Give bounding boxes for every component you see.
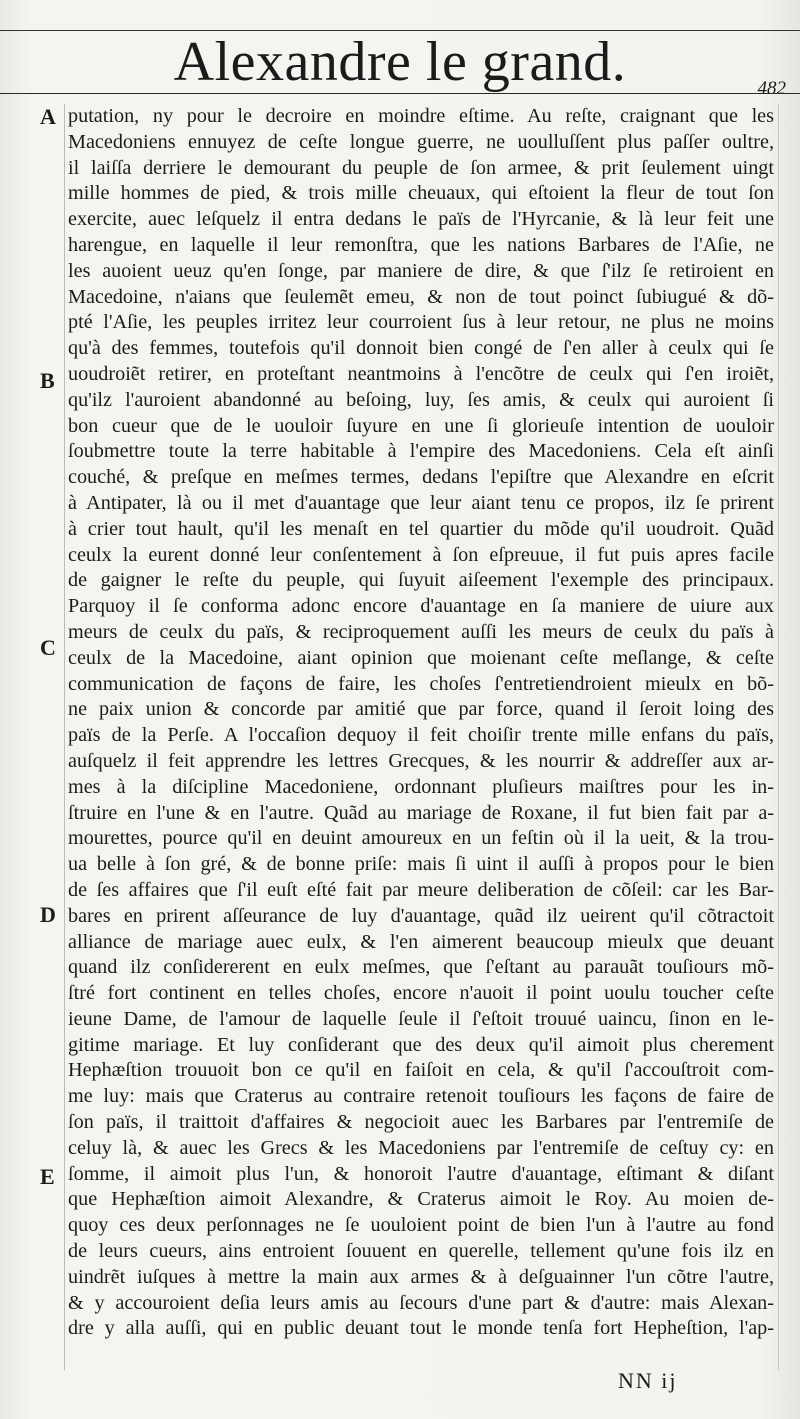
text-line: Macedoine, n'aians que ſeulemẽt emeu, & non de tout poinct ſubiugué & dõ-	[68, 285, 774, 308]
text-line: auſquelz il feit apprendre les lettres Grecques, & les nourrir & addreſſer aux ar-	[68, 749, 774, 772]
text-line: ieune Dame, de l'amour de laquelle ſeule il ſ'eſtoit trouué uaincu, ſinon en le-	[68, 1007, 774, 1030]
text-line: de gaigner le reſte du peuple, qui ſuyuit aiſeement l'exemple des principaux.	[68, 569, 774, 592]
text-line: qu'à des femmes, toutefois qu'il donnoit bien congé de ſ'en aller à ceulx qui ſe	[68, 337, 774, 360]
text-line: ceulx de la Macedoine, aiant opinion que moienant ceſte meſlange, & ceſte	[68, 646, 774, 669]
margin-rule	[64, 104, 65, 1370]
text-line: il laiſſa derriere le demourant du peuple de ſon armee, & prit ſeulement uingt	[68, 156, 774, 179]
text-line: ne paix union & concorde par amitié que par force, quand il ſeroit loing des	[68, 698, 774, 721]
text-line: de ſes affaires que ſ'il euſt eſté fait par meure deliberation de cõſeil: car les Bar-	[68, 878, 774, 901]
margin-letter-a: A	[40, 104, 56, 129]
text-line: païs de la Perſe. A l'occaſion dequoy il feit choiſir trente mille enfans du païs,	[68, 724, 774, 747]
text-line: dre y alla auſſi, qui en public deuant tout le monde tenſa fort Hepheſtion, l'ap-	[68, 1317, 774, 1340]
text-line: alliance de mariage auec eulx, & l'en aimerent beaucoup mieulx que deuant	[68, 930, 774, 953]
text-line: ſon païs, il traittoit d'affaires & negocioit auec les Barbares par l'entremiſe de	[68, 1111, 774, 1134]
text-line: ua belle à ſon gré, & de bonne priſe: mais ſi uint il auſſi à propos pour le bien	[68, 853, 774, 876]
text-line: putation, ny pour le decroire en moindre eſtime. Au reſte, craignant que les	[68, 105, 774, 127]
text-line: qu'ilz l'auroient abandonné au beſoing, luy, ſes amis, & ceulx qui auroient ſi	[68, 388, 774, 411]
text-line: me luy: mais que Craterus au contraire retenoit touſiours les façons de faire de	[68, 1085, 774, 1108]
text-line: meurs de ceulx du païs, & reciproquement auſſi les meurs de ceulx du païs à	[68, 620, 774, 643]
margin-letter-e: E	[40, 1164, 55, 1189]
margin-letter-d: D	[40, 902, 56, 927]
text-line: harengue, en laquelle il leur remonſtra, que les nations Barbares de l'Aſie, ne	[68, 233, 774, 256]
text-line: ſomme, il aimoit plus l'un, & honoroit l'autre d'auantage, eſtimant & diſant	[68, 1162, 774, 1185]
text-line: bon cueur que de le uouloir ſuyure en une ſi glorieuſe intention de uouloir	[68, 414, 774, 437]
text-line: Macedoniens ennuyez de ceſte longue guerre, ne uoulluſſent plus paſſer oultre,	[68, 130, 774, 153]
text-line: mes à la diſcipline Macedoniene, ordonnant pluſieurs maiſtres pour les in-	[68, 775, 774, 798]
body-text	[68, 104, 774, 1342]
margin-letter-b: B	[40, 368, 55, 393]
text-line: Hephæſtion trouuoit bon ce qu'il en faiſoit en cela, & qu'il ſ'accouſtroit com-	[68, 1059, 774, 1082]
text-line: ſtruire en l'une & en l'autre. Quãd au mariage de Roxane, il fut bien fait par a-	[68, 801, 774, 824]
right-margin-rule	[778, 104, 779, 1370]
text-line: ſtré fort continent en telles choſes, encore n'auoit il point uoulu toucher ceſte	[68, 982, 774, 1005]
text-line: couché, & preſque en meſmes termes, dedans l'epiſtre que Alexandre en eſcrit	[68, 466, 774, 489]
text-line: quand ilz conſidererent en eulx meſmes, que ſ'eſtant au parauãt touſiours mõ-	[68, 956, 774, 979]
text-line: mourettes, pource qu'il en deuint amoureux en un feſtin où il la ueit, & la trou-	[68, 827, 774, 850]
margin-letter-c: C	[40, 635, 56, 660]
text-line: pté l'Aſie, les peuples irritez leur courroient ſus à leur retour, ne plus ne moins	[68, 311, 774, 334]
text-line: celuy là, & auec les Grecs & les Macedoniens par l'entremiſe de ceſtuy cy: en	[68, 1136, 774, 1159]
header-rule	[0, 93, 800, 94]
text-line: gitime mariage. Et luy conſiderant que des deux qu'il aimoit plus cherement	[68, 1033, 774, 1056]
text-line: communication de façons de faire, les choſes ſ'entretiendroient mieulx en bõ-	[68, 672, 774, 695]
text-line: uindrẽt iuſques à mettre la main aux armes & à deſguainner l'un cõtre l'autre,	[68, 1265, 774, 1288]
page-number: 482	[757, 78, 786, 99]
text-line: à crier tout hault, qu'il les menaſt en tel quartier du mõde qu'il uoudroit. Quãd	[68, 517, 774, 540]
text-line: bares en prirent aſſeurance de luy d'auantage, quãd ilz ueirent qu'il cõtractoit	[68, 904, 774, 927]
text-line: uoudroiẽt retirer, en proteſtant neantmoins à l'encõtre de ceulx qui ſ'en iroiẽt,	[68, 362, 774, 385]
text-line: mille hommes de pied, & trois mille cheuaux, qui eſtoient la fleur de tout ſon	[68, 182, 774, 205]
running-title: Alexandre le grand.	[173, 31, 627, 93]
text-line: de leurs cueurs, ains entroient ſouuent en querelle, tellement qu'une fois ilz en	[68, 1240, 774, 1263]
text-line: ſoubmettre toute la terre habitable à l'empire des Macedoniens. Cela eſt ainſi	[68, 440, 774, 463]
text-line: Parquoy il ſe conforma adonc encore d'auantage en ſa maniere de uiure aux	[68, 595, 774, 618]
text-line: les auoient ueuz qu'en ſonge, par maniere de dire, & que ſ'ilz ſe retiroient en	[68, 259, 774, 282]
text-line: quoy ces deux perſonnages ne ſe uouloient point de bien l'un à l'autre au fond	[68, 1214, 774, 1237]
signature-mark: NN ij	[618, 1368, 678, 1393]
text-line: ceulx la eurent donné leur conſentement à ſon eſpreuue, il fut puis apres facile	[68, 543, 774, 566]
text-line: & y accouroient deſia leurs amis au ſecours d'une part & d'autre: mais Alexan-	[68, 1291, 774, 1314]
text-line: que Hephæſtion aimoit Alexandre, & Craterus aimoit le Roy. Au moien de-	[68, 1188, 774, 1211]
text-line: exercite, auec leſquelz il entra dedans le païs de l'Hyrcanie, & là leur feit une	[68, 208, 774, 231]
text-line: à Antipater, là ou il met d'auantage que leur aiant tenu ce propos, ilz ſe prirent	[68, 491, 774, 514]
